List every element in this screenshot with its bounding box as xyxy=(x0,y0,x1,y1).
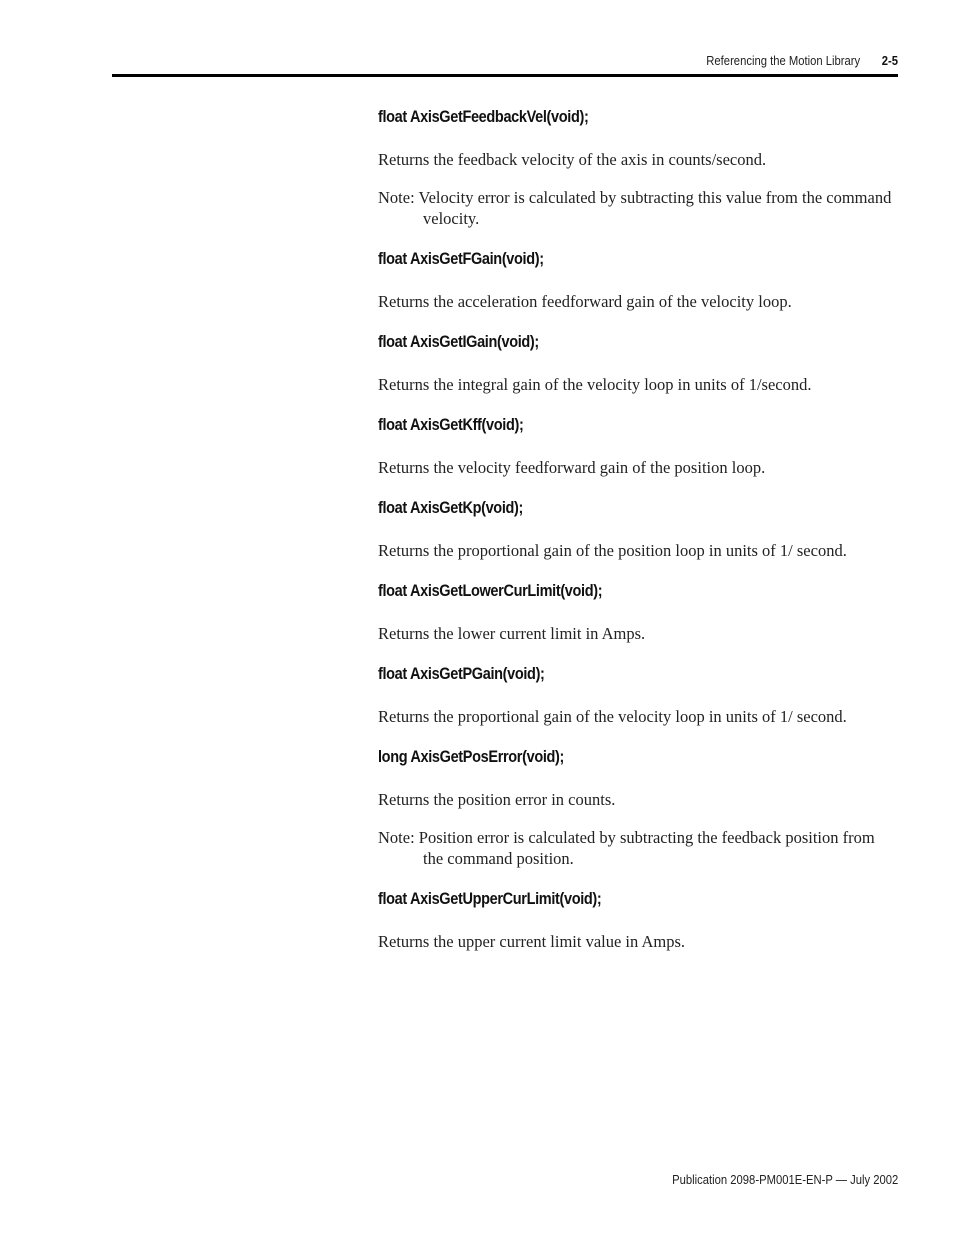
function-description: Returns the proportional gain of the velocity loop in units of 1/ second. xyxy=(378,707,847,726)
function-description: Returns the velocity feedforward gain of the position loop. xyxy=(378,458,766,477)
function-description: Returns the position error in counts. xyxy=(378,790,616,809)
function-signature: long AxisGetPosError(void); xyxy=(378,748,565,766)
function-description: Returns the feedback velocity of the axis in counts/second. xyxy=(378,150,767,169)
header-rule xyxy=(112,74,898,77)
function-entry xyxy=(378,330,898,395)
function-entry xyxy=(378,413,898,478)
function-signature: float AxisGetFGain(void); xyxy=(378,250,544,268)
function-signature: float AxisGetLowerCurLimit(void); xyxy=(378,582,603,600)
function-entry xyxy=(378,496,898,561)
function-note: Note: Velocity error is calculated by subtracting this value from the command velocity. xyxy=(378,188,892,228)
function-description: Returns the upper current limit value in Amps. xyxy=(378,932,686,951)
function-signature: float AxisGetIGain(void); xyxy=(378,333,539,351)
function-signature: float AxisGetKff(void); xyxy=(378,416,524,434)
page-number: 2-5 xyxy=(881,54,898,68)
function-note: Note: Position error is calculated by subtracting the feedback position from the command position. xyxy=(378,828,875,868)
function-signature: float AxisGetKp(void); xyxy=(378,499,523,517)
function-entry xyxy=(378,662,898,727)
function-description: Returns the lower current limit in Amps. xyxy=(378,624,646,643)
publication-footer: Publication 2098-PM001E-EN-P — July 2002 xyxy=(671,1173,898,1187)
page-header xyxy=(706,52,898,70)
function-entry xyxy=(378,745,898,869)
function-entry xyxy=(378,105,898,229)
function-signature: float AxisGetUpperCurLimit(void); xyxy=(378,890,602,908)
function-signature: float AxisGetFeedbackVel(void); xyxy=(378,108,589,126)
function-signature: float AxisGetPGain(void); xyxy=(378,665,545,683)
function-description: Returns the integral gain of the velocity loop in units of 1/second. xyxy=(378,375,812,394)
function-reference-list xyxy=(378,105,898,970)
function-entry xyxy=(378,887,898,952)
function-description: Returns the proportional gain of the position loop in units of 1/ second. xyxy=(378,541,847,560)
function-description: Returns the acceleration feedforward gain of the velocity loop. xyxy=(378,292,792,311)
running-section-title: Referencing the Motion Library xyxy=(706,54,861,68)
function-entry xyxy=(378,579,898,644)
function-entry xyxy=(378,247,898,312)
